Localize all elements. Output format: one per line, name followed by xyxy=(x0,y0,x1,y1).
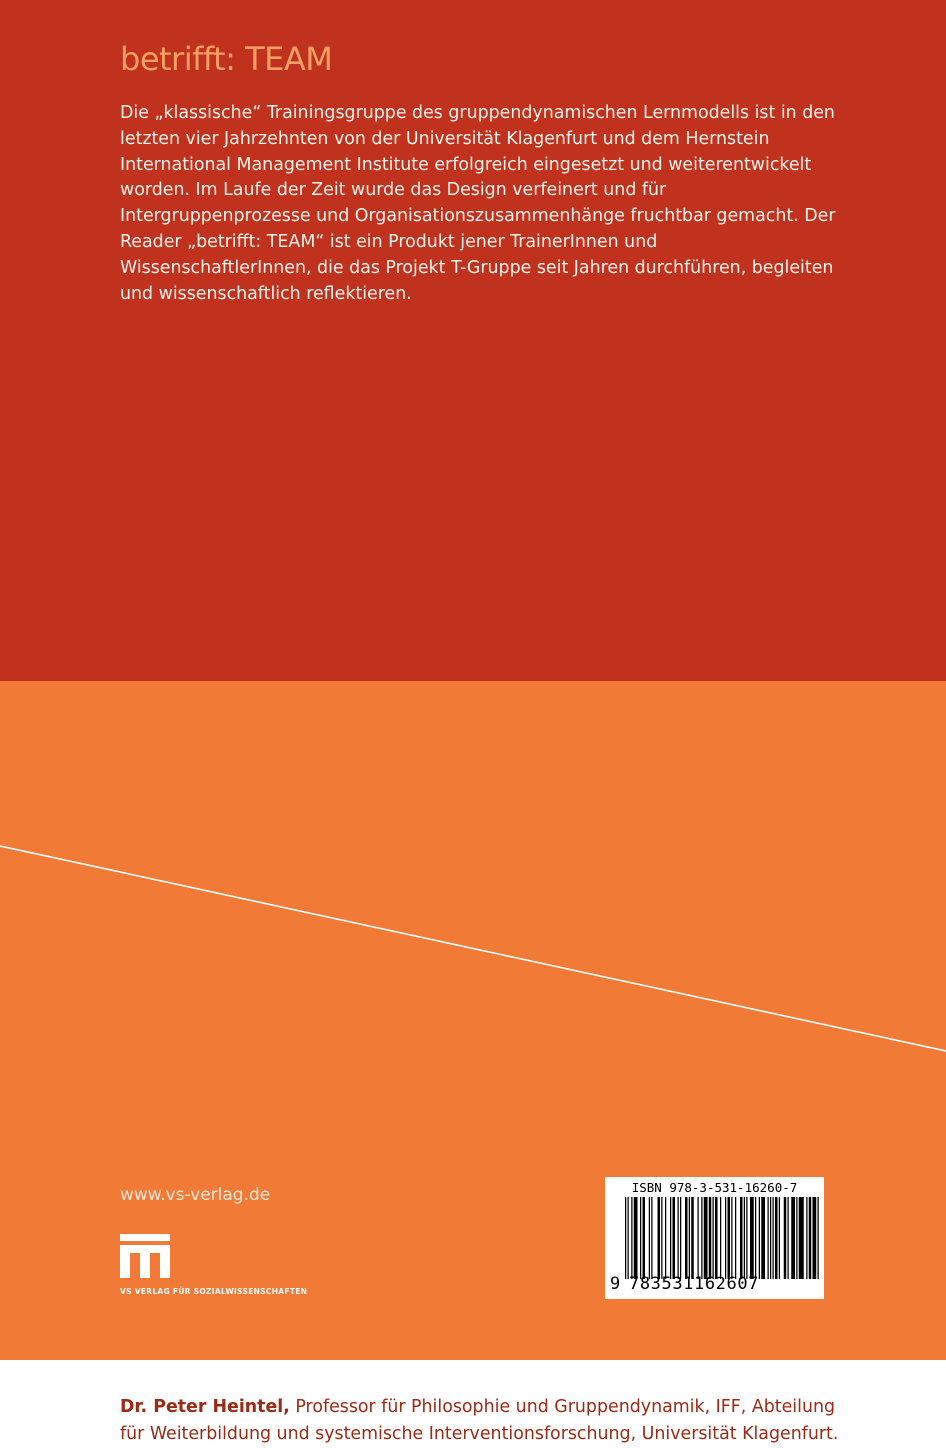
isbn-label: ISBN 978-3-531-16260-7 xyxy=(631,1180,798,1195)
book-blurb: Die „klassische“ Trainingsgruppe des gruppendynamischen Lernmodells ist in den letzten vier Jahrzehnten von der Universität Klagenfurt und dem Hernstein International Management Institute erfolgreich eingesetzt und weiterentwickelt worden. Im Laufe der Zeit wurde das Design verfeinert und für Intergruppenprozesse und Organisationszusammenhänge fruchtbar gemacht. Der Reader „betrifft: TEAM“ ist ein Produkt jener TrainerInnen und WissenschaftlerInnen, die das Projekt T-Gruppe seit Jahren durchführen, begleiten und wissenschaftlich reflektieren. xyxy=(120,103,836,304)
vs-verlag-logo-icon xyxy=(120,1234,170,1278)
author-bio xyxy=(120,1394,840,1448)
ean-first-digit: 9 xyxy=(610,1274,621,1294)
website-link[interactable]: www.vs-verlag.de xyxy=(120,1185,271,1205)
barcode-icon xyxy=(625,1197,819,1279)
ean-digits: 783531162607 xyxy=(629,1274,760,1294)
isbn-barcode xyxy=(605,1177,824,1299)
upper-panel xyxy=(0,0,946,681)
author-name: Dr. Peter Heintel, xyxy=(120,1397,290,1417)
publisher-name: VS VERLAG FÜR SOZIALWISSENSCHAFTEN xyxy=(120,1287,308,1296)
book-title: betrifft: TEAM xyxy=(120,40,333,78)
author-description: Professor für Philosophie und Gruppendynamik, IFF, Abteilung für Weiterbildung und systemische Interventionsforschung, Universität Klagenfurt. xyxy=(120,1397,839,1444)
